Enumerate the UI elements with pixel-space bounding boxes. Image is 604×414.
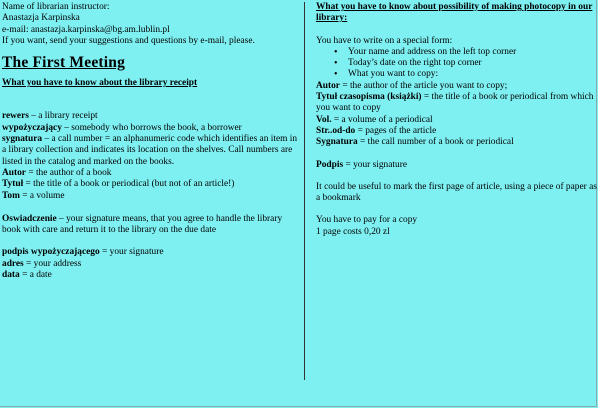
form-intro: You have to write on a special form:: [316, 35, 453, 46]
copy-term-autor: Autor = the author of the article you want to copy;: [316, 80, 508, 91]
field-adres: adres = your address: [2, 258, 82, 269]
declaration-text: Oswiadczenie – your signature means, that you agree to handle the library book with care and return it to the library on the due date: [2, 213, 283, 236]
term-autor: Autor = the author of a book: [2, 167, 112, 178]
term-rewers: rewers – a library receipt: [2, 111, 98, 122]
field-data: data = a date: [2, 270, 52, 281]
term-sygnatura: sygnatura – a call number = an alphanumeric code which identifies an item in a library collection and indicates its location on the shelves. Call numbers are listed in the catalog and marked on the books.: [2, 134, 298, 167]
term-wypozyczajacy: wypożyczający – somebody who borrows the book, a borrower: [2, 122, 242, 133]
list-item: • What you want to copy:: [348, 69, 598, 80]
photocopy-heading: What you have to know about possibility of making photocopy in our library:: [316, 2, 593, 24]
bookmark-tip: It could be useful to mark the first page of article, using a piece of paper as a bookmark: [316, 181, 597, 204]
right-column: [316, 2, 598, 238]
page-title: The First Meeting: [2, 54, 126, 72]
pay-line: You have to pay for a copy: [316, 215, 418, 226]
left-column: [2, 2, 300, 281]
list-item: • Your name and address on the left top corner: [348, 47, 598, 58]
copy-term-sygnatura: Sygnatura = the call number of a book or periodical: [316, 137, 514, 148]
signature-line: Podpis = your signature: [316, 159, 407, 170]
copy-term-tytul: Tytuł czasopisma (książki) = the title of a book or periodical from which you want to copy: [316, 92, 594, 114]
email-link[interactable]: e-mail: anastazja.karpinska@bg.am.lublin.pl: [2, 24, 170, 35]
copy-term-pages: Str..od-do = pages of the article: [316, 125, 437, 136]
window-bottom-edge: [0, 408, 604, 414]
instructor-label: Name of librarian instructor:: [2, 2, 110, 12]
instructor-email: [2, 25, 300, 36]
copy-term-vol: Vol. = a volume of a periodical: [316, 114, 433, 125]
receipt-heading: What you have to know about the library receipt: [2, 78, 198, 89]
field-podpis: podpis wypożyczającego = your signature: [2, 247, 164, 258]
suggestion-text: If you want, send your suggestions and questions by e-mail, please.: [2, 35, 255, 46]
column-divider: [304, 2, 305, 380]
cost-line: 1 page costs 0,20 zl: [316, 226, 390, 237]
term-tytul: Tytuł = the title of a book or periodical (but not of an article!): [2, 179, 235, 190]
term-tom: Tom = a volume: [2, 190, 65, 201]
list-item: • Today’s date on the right top corner: [348, 58, 598, 69]
window-right-edge: [598, 0, 604, 414]
form-list: [316, 47, 598, 81]
instructor-name: Anastazja Karpinska: [2, 13, 80, 24]
